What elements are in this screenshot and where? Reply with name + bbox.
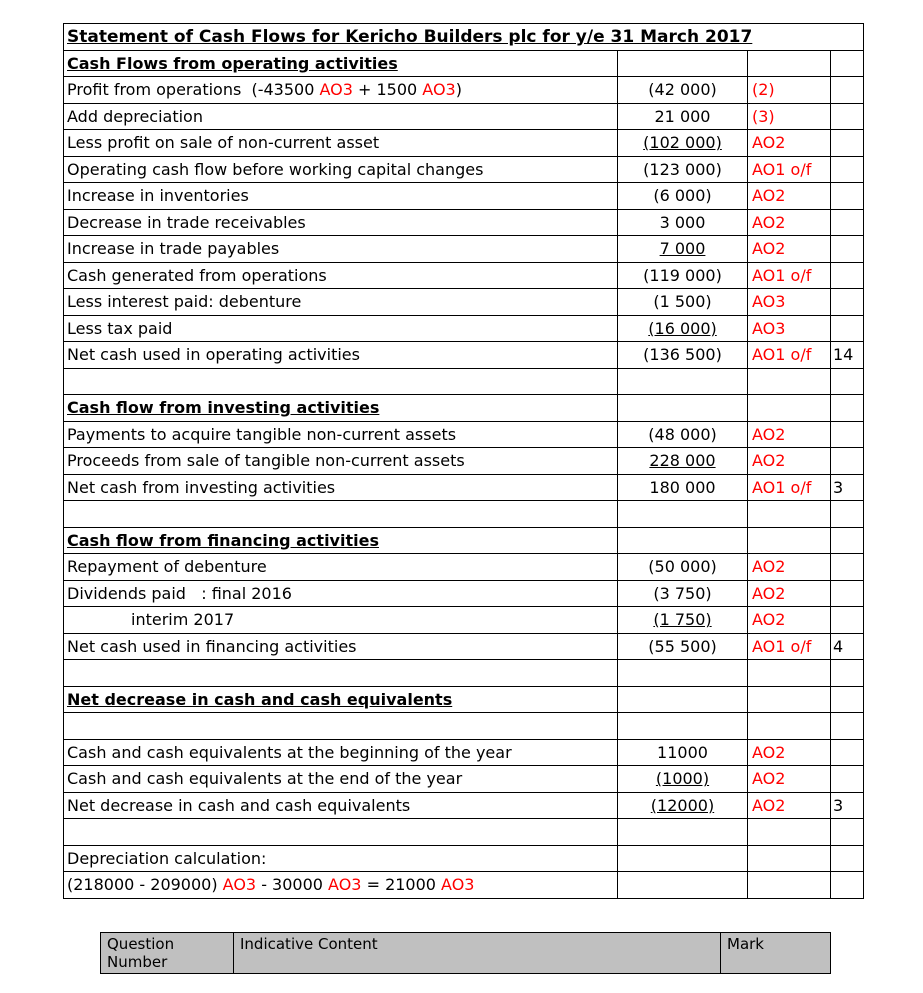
row-label — [64, 50, 618, 77]
amount-value: (1 500) — [653, 292, 712, 312]
row-label — [64, 262, 618, 289]
row-mark-total — [831, 395, 864, 422]
row-amount — [618, 580, 748, 607]
row-mark-total — [831, 183, 864, 210]
amount-value: (119 000) — [643, 265, 722, 285]
row-amount — [618, 103, 748, 130]
row-label — [64, 421, 618, 448]
row-label — [64, 527, 618, 554]
row-mark-code: AO1 o/f — [748, 156, 831, 183]
row-mark-total — [831, 103, 864, 130]
row-amount — [618, 77, 748, 104]
row-label-text: Net cash used in financing activities — [67, 636, 357, 656]
amount-value: (16 000) — [648, 318, 717, 338]
row-label-text: Net cash from investing activities — [67, 477, 336, 497]
row-mark-total — [831, 872, 864, 899]
row-amount — [618, 156, 748, 183]
row-amount — [618, 607, 748, 634]
row-label — [64, 792, 618, 819]
row-mark-code — [748, 686, 831, 713]
label-segment: + 1500 — [352, 80, 423, 100]
table-row — [64, 739, 864, 766]
table-row — [64, 183, 864, 210]
row-label-text: Cash generated from operations — [67, 265, 327, 285]
row-amount — [618, 872, 748, 899]
table-row — [64, 607, 864, 634]
title-row — [64, 24, 864, 51]
row-mark-total — [831, 262, 864, 289]
row-label — [64, 819, 618, 846]
row-label-text: Net decrease in cash and cash equivalents — [67, 689, 453, 709]
row-label — [64, 342, 618, 369]
row-label — [64, 766, 618, 793]
row-label — [64, 607, 618, 634]
amount-value: (12000) — [650, 795, 715, 815]
row-mark-total — [831, 368, 864, 395]
row-label — [64, 130, 618, 157]
row-mark-code: AO3 — [748, 315, 831, 342]
mark-code-inline: AO3 — [319, 80, 353, 100]
row-label-text: Less interest paid: debenture — [67, 292, 302, 312]
amount-value: (123 000) — [643, 159, 722, 179]
row-mark-code: AO2 — [748, 421, 831, 448]
row-label-text: Dividends paid : final 2016 — [67, 583, 292, 603]
row-label-text: Operating cash flow before working capital changes — [67, 159, 484, 179]
table-row — [64, 262, 864, 289]
row-label — [64, 236, 618, 263]
table-row — [64, 209, 864, 236]
table-row — [64, 580, 864, 607]
statement-title — [64, 24, 864, 51]
row-amount — [618, 633, 748, 660]
amount-value: 21 000 — [654, 106, 711, 126]
row-amount — [618, 209, 748, 236]
row-label — [64, 686, 618, 713]
row-amount — [618, 554, 748, 581]
mark-header: Mark — [721, 933, 831, 974]
row-amount — [618, 474, 748, 501]
table-row — [64, 289, 864, 316]
row-amount — [618, 262, 748, 289]
mark-scheme-header-row — [101, 933, 831, 974]
row-mark-code: AO2 — [748, 580, 831, 607]
row-mark-code: AO1 o/f — [748, 633, 831, 660]
row-label — [64, 289, 618, 316]
row-mark-code: AO1 o/f — [748, 342, 831, 369]
mark-code-inline: AO3 — [222, 875, 257, 895]
row-mark-total — [831, 289, 864, 316]
amount-value: (48 000) — [648, 424, 717, 444]
row-label — [64, 554, 618, 581]
row-amount — [618, 421, 748, 448]
table-row — [64, 77, 864, 104]
row-label-text — [67, 875, 474, 894]
table-row — [64, 156, 864, 183]
row-label — [64, 580, 618, 607]
row-mark-code — [748, 819, 831, 846]
row-label-text: Cash and cash equivalents at the end of the year — [67, 769, 463, 789]
row-label-text: Increase in inventories — [67, 186, 249, 206]
section-header-row — [64, 395, 864, 422]
row-label-text: Repayment of debenture — [67, 557, 267, 577]
row-label — [64, 845, 618, 872]
row-mark-code: (3) — [748, 103, 831, 130]
table-row — [64, 421, 864, 448]
row-mark-code: AO2 — [748, 448, 831, 475]
row-label — [64, 395, 618, 422]
row-label — [64, 448, 618, 475]
row-label — [64, 156, 618, 183]
row-mark-total — [831, 607, 864, 634]
table-row — [64, 103, 864, 130]
table-row — [64, 342, 864, 369]
label-segment: - 30000 — [256, 875, 329, 895]
mark-code-inline: AO3 — [441, 875, 475, 895]
row-mark-code: (2) — [748, 77, 831, 104]
row-label-text: Less profit on sale of non-current asset — [67, 133, 380, 153]
label-segment: = 21000 — [361, 875, 442, 895]
row-amount — [618, 527, 748, 554]
amount-value: (50 000) — [648, 557, 717, 577]
question-number-header: Question Number — [101, 933, 234, 974]
indicative-content-header: Indicative Content — [234, 933, 721, 974]
blank-row — [64, 713, 864, 740]
row-amount — [618, 660, 748, 687]
row-mark-total — [831, 686, 864, 713]
table-row — [64, 845, 864, 872]
row-label-text: Net cash used in operating activities — [67, 345, 360, 365]
row-mark-total — [831, 739, 864, 766]
row-mark-code: AO2 — [748, 554, 831, 581]
amount-value: 3 000 — [659, 212, 706, 232]
amount-value: (55 500) — [648, 636, 717, 656]
amount-value: 11000 — [657, 742, 708, 762]
row-mark-total — [831, 50, 864, 77]
row-label — [64, 474, 618, 501]
row-mark-code: AO2 — [748, 766, 831, 793]
row-mark-total — [831, 580, 864, 607]
amount-value: (102 000) — [643, 133, 722, 153]
row-label — [64, 872, 618, 899]
row-amount — [618, 686, 748, 713]
label-segment: Profit from operations (-43500 — [67, 80, 320, 100]
row-mark-total — [831, 527, 864, 554]
row-label — [64, 209, 618, 236]
row-mark-total: 14 — [831, 342, 864, 369]
table-row — [64, 633, 864, 660]
row-label — [64, 739, 618, 766]
row-amount — [618, 342, 748, 369]
row-mark-total — [831, 77, 864, 104]
row-amount — [618, 130, 748, 157]
row-label — [64, 713, 618, 740]
amount-value: (1000) — [655, 769, 710, 789]
blank-row — [64, 819, 864, 846]
row-mark-code: AO2 — [748, 739, 831, 766]
row-mark-total — [831, 845, 864, 872]
section-header-row — [64, 50, 864, 77]
table-row — [64, 315, 864, 342]
row-amount — [618, 395, 748, 422]
row-mark-code: AO2 — [748, 607, 831, 634]
table-row — [64, 554, 864, 581]
row-amount — [618, 739, 748, 766]
row-label — [64, 501, 618, 528]
mark-code-inline: AO3 — [422, 80, 456, 100]
row-mark-code: AO2 — [748, 792, 831, 819]
amount-value: (3 750) — [653, 583, 712, 603]
row-mark-code: AO2 — [748, 209, 831, 236]
amount-value: 180 000 — [649, 477, 716, 497]
row-mark-code: AO1 o/f — [748, 474, 831, 501]
row-mark-total — [831, 209, 864, 236]
row-mark-code — [748, 872, 831, 899]
row-label-text: Add depreciation — [67, 106, 203, 126]
row-amount — [618, 819, 748, 846]
row-mark-total — [831, 766, 864, 793]
table-row — [64, 474, 864, 501]
mark-code-inline: AO3 — [328, 875, 362, 895]
row-label-text: Proceeds from sale of tangible non-current assets — [67, 451, 465, 471]
row-mark-total — [831, 130, 864, 157]
statement-title-text: Statement of Cash Flows for Kericho Builders plc for y/e 31 March 2017 — [67, 26, 753, 47]
row-label-text: Depreciation calculation: — [67, 848, 267, 868]
row-mark-total — [831, 236, 864, 263]
mark-scheme-header-table — [100, 932, 831, 974]
table-row — [64, 792, 864, 819]
row-mark-total — [831, 819, 864, 846]
table-row — [64, 766, 864, 793]
row-amount — [618, 845, 748, 872]
section-header-row — [64, 686, 864, 713]
row-label-text: Payments to acquire tangible non-current assets — [67, 424, 457, 444]
amount-value: (42 000) — [648, 80, 717, 100]
row-label — [64, 183, 618, 210]
row-mark-code — [748, 368, 831, 395]
row-amount — [618, 766, 748, 793]
row-mark-total — [831, 713, 864, 740]
row-amount — [618, 713, 748, 740]
amount-value: 228 000 — [649, 451, 716, 471]
row-mark-code — [748, 50, 831, 77]
section-header-row — [64, 527, 864, 554]
row-label-text: interim 2017 — [131, 610, 235, 630]
row-mark-code: AO2 — [748, 236, 831, 263]
label-segment: (218000 - 209000) — [67, 875, 223, 895]
row-mark-code — [748, 527, 831, 554]
row-amount — [618, 289, 748, 316]
table-row — [64, 872, 864, 899]
row-mark-code — [748, 845, 831, 872]
row-mark-total — [831, 156, 864, 183]
table-row — [64, 236, 864, 263]
row-label-text: Decrease in trade receivables — [67, 212, 306, 232]
row-mark-total — [831, 554, 864, 581]
blank-row — [64, 501, 864, 528]
row-label — [64, 315, 618, 342]
row-label-text: Cash Flows from operating activities — [67, 53, 398, 73]
row-mark-code: AO1 o/f — [748, 262, 831, 289]
row-amount — [618, 368, 748, 395]
amount-value: 7 000 — [659, 239, 706, 259]
row-label-text: Increase in trade payables — [67, 239, 280, 259]
blank-row — [64, 660, 864, 687]
table-row — [64, 130, 864, 157]
row-mark-total: 3 — [831, 474, 864, 501]
row-label-text — [67, 80, 462, 99]
row-mark-code — [748, 660, 831, 687]
row-label — [64, 368, 618, 395]
row-label — [64, 77, 618, 104]
row-mark-total: 3 — [831, 792, 864, 819]
row-amount — [618, 448, 748, 475]
row-mark-code: AO3 — [748, 289, 831, 316]
amount-value: (136 500) — [643, 345, 722, 365]
amount-value: (1 750) — [653, 610, 712, 630]
row-mark-total: 4 — [831, 633, 864, 660]
row-amount — [618, 183, 748, 210]
row-label-text: Cash and cash equivalents at the beginning of the year — [67, 742, 512, 762]
row-mark-code — [748, 501, 831, 528]
row-mark-code — [748, 713, 831, 740]
row-label-text: Cash flow from financing activities — [67, 530, 379, 550]
row-amount — [618, 315, 748, 342]
row-label-text: Cash flow from investing activities — [67, 398, 380, 418]
row-label-text: Net decrease in cash and cash equivalents — [67, 795, 411, 815]
row-mark-total — [831, 501, 864, 528]
row-label-text: Less tax paid — [67, 318, 173, 338]
row-mark-total — [831, 660, 864, 687]
cash-flow-statement-table — [63, 23, 864, 899]
row-amount — [618, 236, 748, 263]
row-label — [64, 103, 618, 130]
row-mark-total — [831, 448, 864, 475]
row-label — [64, 660, 618, 687]
row-amount — [618, 792, 748, 819]
row-mark-total — [831, 421, 864, 448]
blank-row — [64, 368, 864, 395]
row-amount — [618, 50, 748, 77]
label-segment: ) — [455, 80, 462, 100]
row-label — [64, 633, 618, 660]
row-amount — [618, 501, 748, 528]
row-mark-code: AO2 — [748, 183, 831, 210]
row-mark-code: AO2 — [748, 130, 831, 157]
amount-value: (6 000) — [653, 186, 712, 206]
table-row — [64, 448, 864, 475]
row-mark-code — [748, 395, 831, 422]
row-mark-total — [831, 315, 864, 342]
